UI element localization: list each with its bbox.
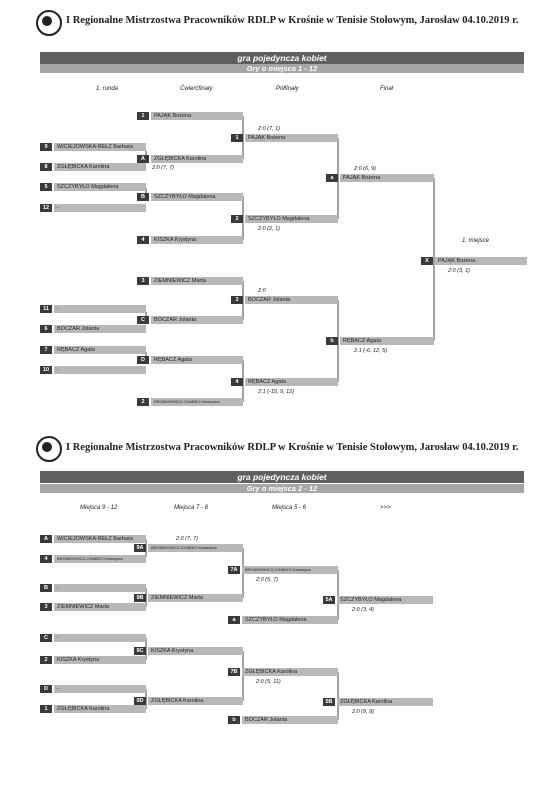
player-slot: WICIEJOWSKA-BEŁZ Barbara	[54, 143, 146, 151]
seed-box: 7	[40, 346, 52, 354]
round-label: 1. runda	[96, 86, 119, 92]
category-bar: gra pojedyncza kobiet	[40, 471, 524, 483]
player-slot: WICIEJOWSKA-BEŁZ Barbara	[54, 535, 146, 543]
seed-box: 5	[40, 183, 52, 191]
player-slot: KISZKA Krystyna	[148, 647, 243, 655]
player-slot: ZIEMNIEWICZ Marta	[151, 277, 243, 285]
seed-box: 1	[231, 134, 243, 142]
seed-box: b	[326, 337, 338, 345]
seed-box: A	[40, 535, 52, 543]
seed-box: 3	[137, 277, 149, 285]
player-slot: ZGŁĘBICKA Karolina	[337, 698, 433, 706]
player-slot: SZCZYBYŁO Magdalena	[151, 193, 243, 201]
player-slot: ZGŁĘBICKA Karolina	[148, 697, 243, 705]
player-slot: -	[54, 366, 146, 374]
match-score: 2:1 (-6, 12, 5)	[354, 348, 388, 354]
seed-box: 9A	[134, 544, 146, 552]
player-slot: BRONKIEWICZ-CHABKO Katarzyna	[151, 398, 243, 406]
match-score: 2:0 (5, 11)	[256, 679, 281, 685]
seed-box: 5A	[323, 596, 335, 604]
seed-box: B	[137, 193, 149, 201]
seed-box: b	[228, 716, 240, 724]
places-bar: Gry o miejsca 1 - 12	[40, 64, 524, 73]
match-score: 2:0	[258, 288, 266, 294]
player-slot: ZIEMNIEWICZ Marta	[54, 603, 146, 611]
player-slot: -	[54, 685, 146, 693]
round-label: Półfinały	[276, 86, 299, 92]
seed-box: 4	[137, 236, 149, 244]
player-slot: ZGŁĘBICKA Karolina	[54, 163, 146, 171]
seed-box: 11	[40, 305, 52, 313]
seed-box: D	[40, 685, 52, 693]
seed-box: A	[137, 155, 149, 163]
club-logo-icon	[36, 436, 62, 462]
player-slot: BOCZAR Jolanta	[242, 716, 338, 724]
player-slot: ZGŁĘBICKA Karolina	[151, 155, 243, 163]
seed-box: 9C	[134, 647, 146, 655]
seed-box: B	[40, 584, 52, 592]
seed-box: 8	[40, 163, 52, 171]
seed-box: C	[137, 316, 149, 324]
player-slot: BOCZAR Jolanta	[54, 325, 146, 333]
seed-box: 1	[137, 112, 149, 120]
player-slot: PAJĄK Bożena	[151, 112, 243, 120]
places-bar: Gry o miejsca 2 - 12	[40, 484, 524, 493]
seed-box: 3	[40, 603, 52, 611]
seed-box: 7B	[228, 668, 240, 676]
seed-box: 4	[231, 378, 243, 386]
seed-box: C	[40, 634, 52, 642]
seed-box: a	[326, 174, 338, 182]
seed-box: 10	[40, 366, 52, 374]
place-label: 1. miejsce	[462, 238, 490, 244]
player-slot: ZIEMNIEWICZ Marta	[148, 594, 243, 602]
seed-box: 6	[40, 325, 52, 333]
round-label: Finał	[380, 86, 394, 92]
seed-box: 4	[40, 555, 52, 563]
match-score: 2:0 (3, 1)	[448, 268, 471, 274]
round-label: Miejsca 7 - 8	[174, 505, 209, 511]
match-score: 2:0 (6, 9)	[354, 166, 377, 172]
player-slot: BRONKIEWICZ-CHABKO Katarzyna	[242, 566, 338, 574]
page-title: I Regionalne Mistrzostwa Pracowników RDLP w Krośnie w Tenisie Stołowym, Jarosław 04.10.2019 r.	[66, 442, 519, 453]
seed-box: 2	[137, 398, 149, 406]
player-slot: -	[54, 204, 146, 212]
match-score: 2:1 (-15, 9, 12)	[258, 389, 295, 395]
player-slot: SZCZYBYŁO Magdalena	[242, 616, 338, 624]
player-slot: KISZKA Krystyna	[151, 236, 243, 244]
player-slot: RĘBACZ Agata	[340, 337, 434, 345]
winner-slot: PAJĄK Bożena	[435, 257, 527, 265]
player-slot: -	[54, 634, 146, 642]
seed-box: 5B	[323, 698, 335, 706]
player-slot: BOCZAR Jolanta	[151, 316, 243, 324]
match-score: 2:0 (7, 7)	[176, 536, 199, 542]
player-slot: RĘBACZ Agata	[54, 346, 146, 354]
player-slot: BOCZAR Jolanta	[245, 296, 338, 304]
match-score: 2:0 (2, 1)	[258, 226, 281, 232]
round-label: Miejsca 5 - 6	[272, 505, 307, 511]
match-score: 2:0 (7, 7)	[152, 165, 175, 171]
player-slot: RĘBACZ Agata	[151, 356, 243, 364]
player-slot: RĘBACZ Agata	[245, 378, 338, 386]
seed-box: 12	[40, 204, 52, 212]
round-label: Ćwierćfinały	[180, 86, 213, 92]
player-slot: KISZKA Krystyna	[54, 656, 146, 664]
seed-box: 9	[40, 143, 52, 151]
match-score: 2:0 (5, 7)	[256, 577, 279, 583]
player-slot: BRONKIEWICZ-CHABKO Katarzyna	[54, 555, 146, 563]
player-slot: ZGŁĘBICKA Karolina	[54, 705, 146, 713]
seed-box: 3	[231, 296, 243, 304]
seed-box: 2	[40, 656, 52, 664]
player-slot: BRONKIEWICZ-CHABKO Katarzyna	[148, 544, 243, 552]
seed-box: 7A	[228, 566, 240, 574]
seed-box: 9D	[134, 697, 146, 705]
match-score: 2:0 (9, 9)	[352, 709, 375, 715]
category-bar: gra pojedyncza kobiet	[40, 52, 524, 64]
player-slot: SZCZYBYŁO Magdalena	[54, 183, 146, 191]
player-slot: ZGŁĘBICKA Karolina	[242, 668, 338, 676]
seed-box: X	[421, 257, 433, 265]
player-slot: SZCZYBYŁO Magdalena	[337, 596, 433, 604]
round-label: >>>	[380, 505, 391, 511]
seed-box: a	[228, 616, 240, 624]
seed-box: D	[137, 356, 149, 364]
seed-box: 2	[231, 215, 243, 223]
player-slot: -	[54, 305, 146, 313]
player-slot: PAJĄK Bożena	[245, 134, 338, 142]
player-slot: -	[54, 584, 146, 592]
match-score: 2:0 (7, 1)	[258, 126, 281, 132]
round-label: Miejsca 9 - 12	[80, 505, 118, 511]
match-score: 2:0 (3, 4)	[352, 607, 375, 613]
seed-box: 1	[40, 705, 52, 713]
player-slot: SZCZYBYŁO Magdalena	[245, 215, 338, 223]
seed-box: 9B	[134, 594, 146, 602]
player-slot: PAJĄK Bożena	[340, 174, 434, 182]
page-title: I Regionalne Mistrzostwa Pracowników RDLP w Krośnie w Tenisie Stołowym, Jarosław 04.10.2019 r.	[66, 15, 519, 26]
